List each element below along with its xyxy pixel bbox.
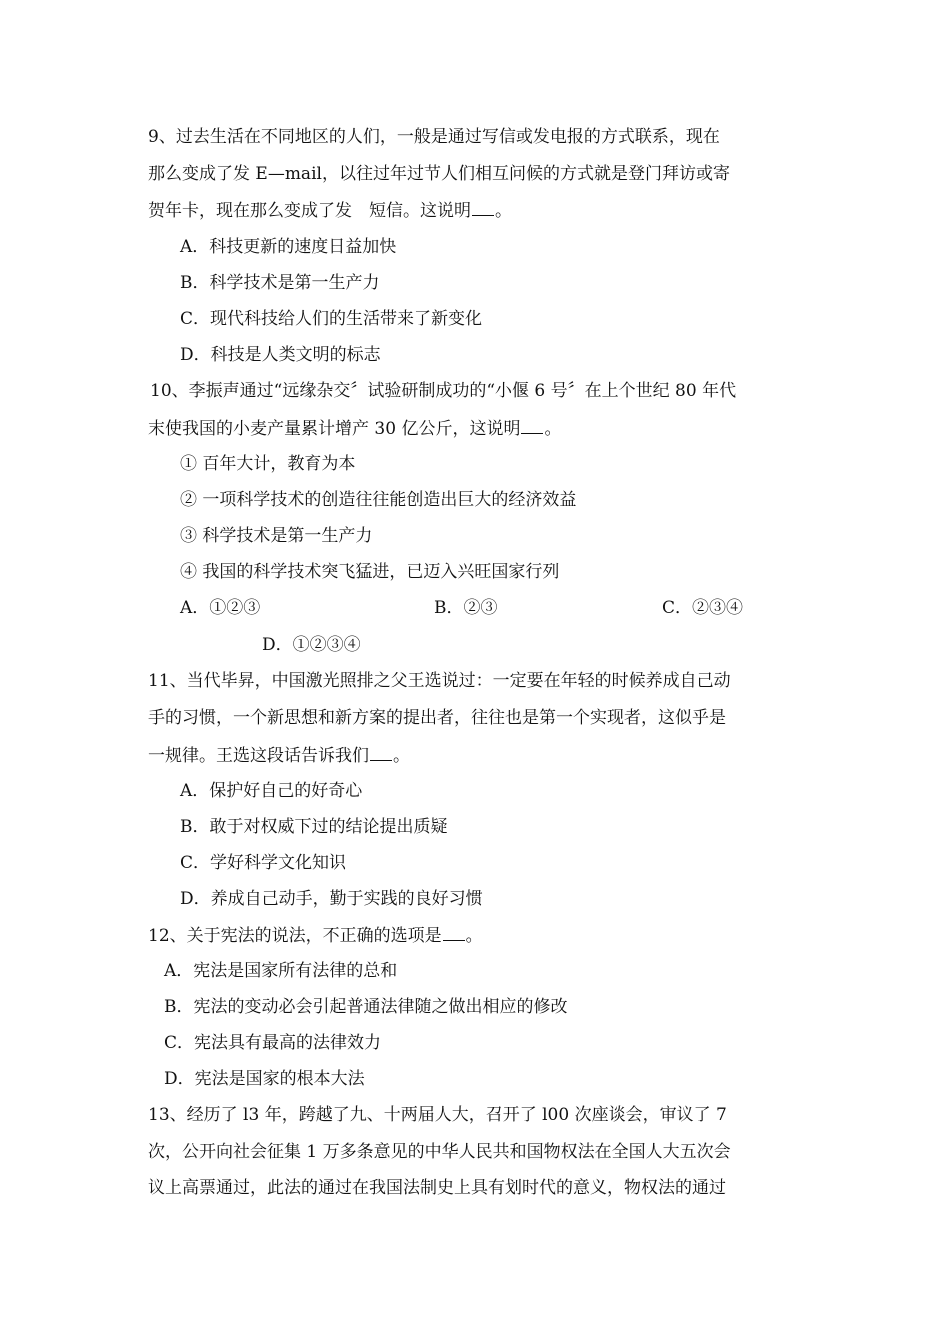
question-12-stem-text: 12、关于宪法的说法，不正确的选项是 <box>148 926 442 946</box>
question-12-option-c: C．宪法具有最高的法律效力 <box>164 1033 382 1053</box>
question-11-stem-end: 。 <box>393 746 410 766</box>
question-10-item-3: ③ 科学技术是第一生产力 <box>180 526 373 546</box>
answer-blank <box>443 924 465 941</box>
question-10-option-b: B．②③ <box>434 598 498 618</box>
question-11-line-1: 11、当代毕昇，中国激光照排之父王选说过：一定要在年轻的时候养成自己动 <box>148 671 731 691</box>
question-9-option-d: D．科技是人类文明的标志 <box>180 345 381 365</box>
question-10-option-c: C．②③④ <box>662 598 744 618</box>
question-10-stem-text: 末使我国的小麦产量累计增产 30 亿公斤，这说明 <box>148 419 521 439</box>
question-11-line-2: 手的习惯，一个新思想和新方案的提出者，往往也是第一个实现者，这似乎是 <box>148 708 726 728</box>
question-13-line-3: 议上高票通过，此法的通过在我国法制史上具有划时代的意义，物权法的通过 <box>148 1178 726 1198</box>
question-12-option-b: B．宪法的变动必会引起普通法律随之做出相应的修改 <box>164 997 568 1017</box>
answer-blank <box>370 744 392 761</box>
question-10-item-4: ④ 我国的科学技术突飞猛进，已迈入兴旺国家行列 <box>180 562 560 582</box>
question-10-line-2 <box>148 417 561 440</box>
question-9-line-3 <box>148 199 512 222</box>
question-10-option-d: D．①②③④ <box>262 635 361 655</box>
question-13-line-1: 13、经历了 l3 年，跨越了九、十两届人大，召开了 l00 次座谈会，审议了 7 <box>148 1105 727 1125</box>
question-9-line-1: 9、过去生活在不同地区的人们，一般是通过写信或发电报的方式联系，现在 <box>148 127 720 147</box>
question-11-option-c: C．学好科学文化知识 <box>180 853 347 873</box>
question-9-option-a: A．科技更新的速度日益加快 <box>180 237 397 257</box>
question-10-line-1: 10、李振声通过“远缘杂交〞试验研制成功的“小偃 6 号〞在上个世纪 80 年代 <box>150 381 737 401</box>
question-10-item-1: ① 百年大计，教育为本 <box>180 454 356 474</box>
question-12-stem-end: 。 <box>465 926 483 946</box>
question-9-line-2: 那么变成了发 E—mail，以往过年过节人们相互问候的方式就是登门拜访或寄 <box>148 164 730 184</box>
question-9-option-b: B．科学技术是第一生产力 <box>180 273 380 293</box>
question-9-stem-text: 贺年卡，现在那么变成了发 短信。这说明 <box>148 201 471 221</box>
question-11-option-b: B．敢于对权威下过的结论提出质疑 <box>180 817 448 837</box>
question-11-option-d: D．养成自己动手，勤于实践的良好习惯 <box>180 889 483 909</box>
question-13-line-2: 次，公开向社会征集 1 万多条意见的中华人民共和国物权法在全国人大五次会 <box>148 1142 731 1162</box>
question-10-option-a: A．①②③ <box>180 598 261 618</box>
answer-blank <box>472 199 494 216</box>
question-12-option-d: D．宪法是国家的根本大法 <box>164 1069 365 1089</box>
question-9-option-c: C．现代科技给人们的生活带来了新变化 <box>180 309 483 329</box>
question-10-item-2: ② 一项科学技术的创造往往能创造出巨大的经济效益 <box>180 490 577 510</box>
question-12-line-1 <box>148 924 483 947</box>
question-11-option-a: A．保护好自己的好奇心 <box>180 781 363 801</box>
answer-blank <box>521 417 543 434</box>
question-11-stem-text: 一规律。王选这段话告诉我们 <box>148 746 369 766</box>
question-9-stem-end: 。 <box>495 201 512 221</box>
question-10-stem-end: 。 <box>544 419 562 439</box>
question-12-option-a: A．宪法是国家所有法律的总和 <box>164 961 398 981</box>
question-11-line-3 <box>148 744 410 767</box>
